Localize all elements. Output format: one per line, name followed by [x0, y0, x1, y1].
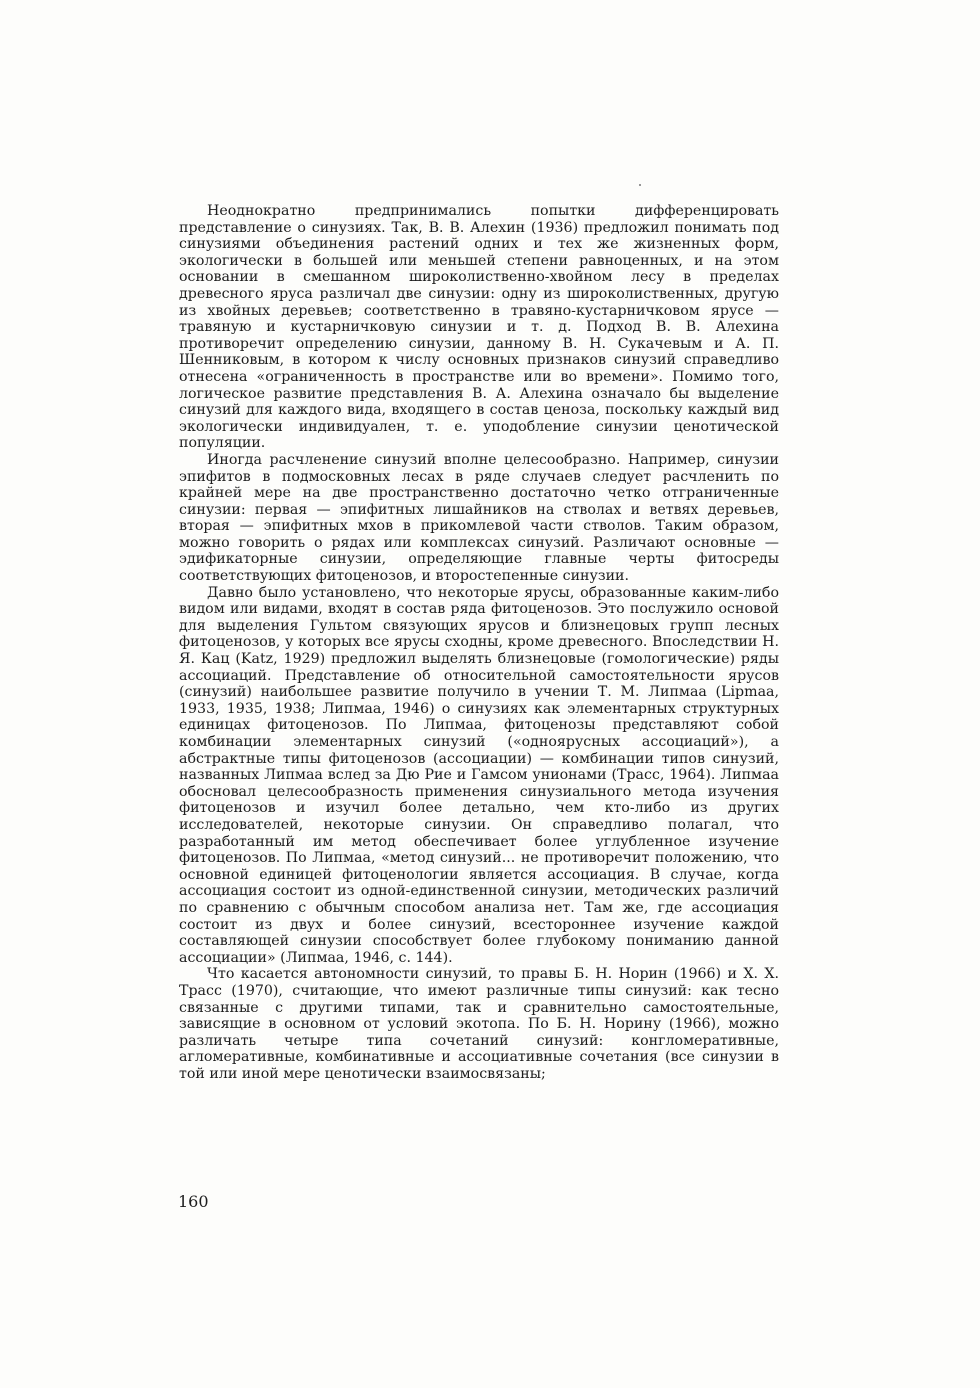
body-text [179, 203, 779, 1082]
page-number: 160 [178, 1192, 209, 1211]
paragraph-3: Давно было установлено, что некоторые ярусы, образованные каким-либо видом или видами, входят в состав ряда фитоценозов. Это послужило основой для выделения Гультом связующих ярусов и близнецовых групп лесных фитоценозов, у которых все ярусы сходны, кроме древесного. Впоследствии Н. Я. Кац (Katz, 1929) предложил выделять близнецовые (гомологические) ряды ассоциаций. Представление об относительной самостоятельности ярусов (синузий) наибольшее развитие получило в учении Т. М. Липмаа (Lipmaa, 1933, 1935, 1938; Липмаа, 1946) о синузиях как элементарных структурных единицах фитоценозов. По Липмаа, фитоценозы представляют собой комбинации элементарных синузий («одноярусных ассоциаций»), а абстрактные типы фитоценозов (ассоциации) — комбинации типов синузий, названных Липмаа вслед за Дю Рие и Гамсом унионами (Трасс, 1964). Липмаа обосновал целесообразность применения синузиального метода изучения фитоценозов и изучил более детально, чем кто-либо из других исследователей, некоторые синузии. Он справедливо полагал, что разработанный им метод обеспечивает более углубленное изучение фитоценозов. По Липмаа, «метод синузий... не противоречит положению, что основной единицей фитоценологии является ассоциация. В случае, когда ассоциация состоит из одной-единственной синузии, методических различий по сравнению с обычным способом анализа нет. Там же, где ассоциация состоит из двух и более синузий, всестороннее изучение каждой составляющей синузии способствует более глубокому пониманию данной ассоциации» (Липмаа, 1946, с. 144). [179, 584, 779, 966]
print-speck [639, 184, 641, 186]
paragraph-2: Иногда расчленение синузий вполне целесообразно. Например, синузии эпифитов в подмосковных лесах в ряде случаев следует расчленить по крайней мере на две пространственно достаточно четко отграниченные синузии: первая — эпифитных лишайников на стволах и ветвях деревьев, вторая — эпифитных мхов в прикомлевой части стволов. Таким образом, можно говорить о рядах или комплексах синузий. Различают основные — эдификаторные синузии, определяющие главные черты фитосреды соответствующих фитоценозов, и второстепенные синузии. [179, 451, 779, 585]
paragraph-4: Что касается автономности синузий, то правы Б. Н. Норин (1966) и Х. Х. Трасс (1970), считающие, что имеют различные типы синузий: как тесно связанные с другими типами, так и сравнительно самостоятельные, зависящие в основном от условий экотопа. По Б. Н. Норину (1966), можно различать четыре типа сочетаний синузий: конгломеративные, агломеративные, комбинативные и ассоциативные сочетания (все синузии в той или иной мере ценотически взаимосвязаны; [179, 966, 779, 1082]
paragraph-1: Неоднократно предпринимались попытки дифференцировать представление о синузиях. Так, В. В. Алехин (1936) предложил понимать под синузиями объединения растений одних и тех же жизненных форм, экологически в большей или меньшей степени равноценных, и на этом основании в смешанном широколиственно-хвойном лесу в пределах древесного яруса различал две синузии: одну из широколиственных, другую из хвойных деревьев; соответственно в травяно-кустарничковом ярусе — травяную и кустарничковую синузии и т. д. Подход В. В. Алехина противоречит определению синузии, данному В. Н. Сукачевым и А. П. Шенниковым, в котором к числу основных признаков синузий справедливо отнесена «ограниченность в пространстве или во времени». Помимо того, логическое развитие представления В. А. Алехина означало бы выделение синузий для каждого вида, входящего в состав ценоза, поскольку каждый вид экологически индивидуален, т. е. уподобление синузии ценотической популяции. [179, 203, 779, 452]
